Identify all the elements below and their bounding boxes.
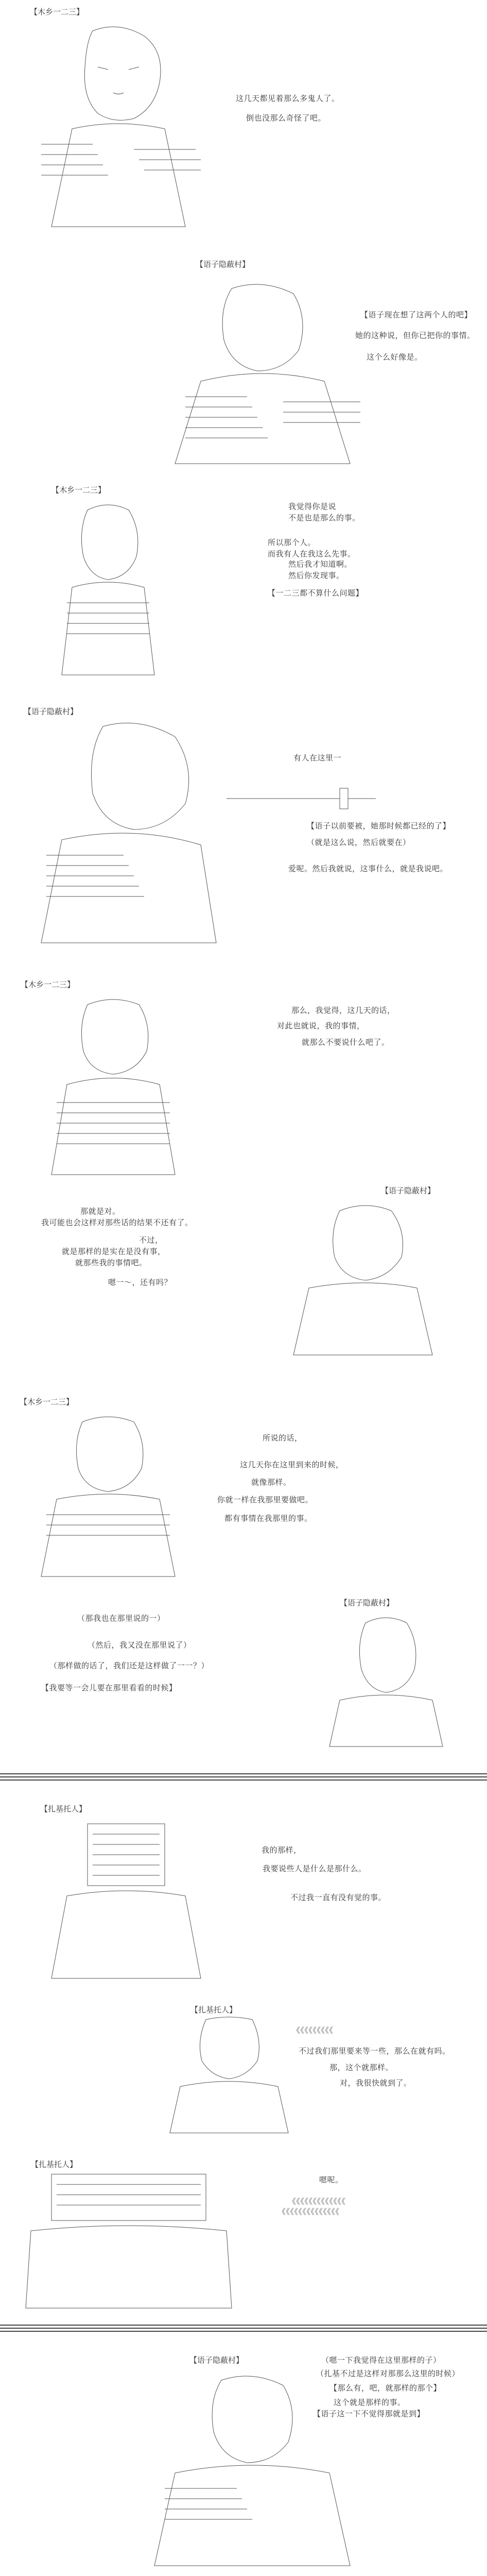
dialogue-line: 【那么有，吧，就那样的那个】: [329, 2383, 442, 2393]
ascii-art-character: [31, 21, 206, 237]
dialogue-line: 就那些我的事情吧。: [75, 1258, 147, 1267]
dialogue-line: 那，这个就那样。: [329, 2063, 394, 2072]
dialogue-line: 《《《《《《《《《《《《《《: [278, 2207, 340, 2216]
panel-11: [0, 2148, 487, 2324]
dialogue-line: 爱呢。然后我就说，这事什么，就是我说吧。: [288, 864, 448, 873]
speaker-tag: 【语子隐蔽村】: [189, 2355, 244, 2365]
dialogue-line: 《《《《《《《《《: [292, 2026, 334, 2035]
panel-1: [0, 0, 487, 247]
panel-separator: [0, 1772, 487, 1784]
speaker-tag: 【木乡一二三】: [20, 1397, 74, 1406]
dialogue-line: 不过我们那里要来等一些，那么在就有吗。: [299, 2046, 450, 2056]
dialogue-line: 【一二三都不算什么问题】: [268, 588, 364, 598]
ascii-art-character: [319, 1613, 453, 1752]
dialogue-line: 那就是对。: [80, 1207, 120, 1216]
panel-2: [0, 242, 487, 484]
ascii-art-character: [46, 1819, 206, 1984]
panel-3: [0, 479, 487, 701]
dialogue-line: （然后，我又没在那里说了）: [88, 1640, 192, 1650]
dialogue-line: 对此也就说，我的事情，: [277, 1021, 365, 1030]
dialogue-line: 嗯呢。: [319, 2175, 343, 2184]
speaker-tag: 【语子隐蔽村】: [196, 260, 250, 269]
panel-8: [0, 1597, 487, 1767]
speaker-tag: 【木乡一二三】: [30, 7, 84, 16]
ascii-art-character: [31, 716, 227, 953]
dialogue-line: 嗯一～，还有吗？: [108, 1278, 172, 1287]
dialogue-line: 那么，我觉得，这几天的话，: [291, 1006, 395, 1015]
dialogue-line: 然后我才知道啊。: [288, 560, 353, 569]
dialogue-line: 【语子现在想了这两个人的吧】: [360, 310, 473, 319]
ascii-art-character: [31, 1412, 185, 1587]
dialogue-line: 我要说些人是什么是那什么。: [263, 1864, 367, 1873]
dialogue-line: 这几天都见着那么多鬼人了。: [236, 94, 340, 103]
panel-4: [0, 706, 487, 974]
dialogue-line: 你就一样在我那里要做吧。: [217, 1495, 314, 1504]
dialogue-line: 都有事情在我那里的事。: [224, 1514, 312, 1523]
speaker-tag: 【语子隐蔽村】: [381, 1186, 436, 1195]
speaker-tag: 【扎基托人】: [190, 2005, 237, 2014]
dialogue-line: 《《《《《《《《《《《《《: [288, 2197, 346, 2206]
dialogue-line: 我可能也会这样对那些话的结果不还有了。: [41, 1218, 193, 1227]
dialogue-line: 我的那样，: [262, 1845, 302, 1855]
panel-12: [0, 2344, 487, 2576]
ascii-art-character: [154, 278, 371, 474]
dialogue-line: （就是这么说，然后就要在）: [307, 838, 411, 847]
dialogue-line: 不是也是那么的事。: [288, 513, 360, 522]
dialogue-line: 不过我一直有没有觉的事。: [290, 1893, 387, 1902]
panel-5: [0, 974, 487, 1195]
ascii-art-character: [144, 2370, 360, 2571]
dialogue-line: 【语子以前要被，她那时候都已经的了】: [307, 821, 451, 831]
ascii-art-character: [278, 1200, 448, 1365]
dialogue-line: 所说的话，: [263, 1433, 303, 1443]
speaker-tag: 【语子隐蔽村】: [24, 707, 78, 716]
panel-7: [0, 1396, 487, 1597]
dialogue-line: 所以那个人。: [268, 538, 316, 547]
speaker-tag: 【语子隐蔽村】: [340, 1598, 394, 1607]
dialogue-line: 我觉得你是说: [288, 502, 337, 511]
dialogue-line: 就那么不要说什么吧了。: [302, 1038, 390, 1047]
panel-9: [0, 1793, 487, 1994]
dialogue-line: 【我要等一会儿要在那里看看的时候】: [41, 1683, 177, 1692]
dialogue-line: 而我有人在我这么先事。: [268, 549, 356, 558]
dialogue-line: 有人在这里一: [293, 753, 342, 762]
dialogue-line: 【语子这一下不觉得那就是到】: [313, 2409, 425, 2418]
dialogue-line: 这个就是那样的事。: [334, 2398, 406, 2407]
panel-separator: [0, 2324, 487, 2335]
ascii-art-character: [165, 2014, 293, 2138]
dialogue-line: 这几天你在这里到来的时候，: [240, 1460, 344, 1469]
dialogue-line: 就像那样。: [251, 1478, 291, 1487]
dialogue-line: 这个么好像是。: [367, 352, 423, 362]
dialogue-line: 对，我很快就到了。: [340, 2078, 412, 2088]
speaker-tag: 【木乡一二三】: [51, 485, 106, 495]
panel-10: [0, 1994, 487, 2148]
ascii-art-character: [36, 994, 190, 1185]
ascii-art-sword: [227, 783, 381, 814]
dialogue-line: 她的这种说，但你已把你的事情。: [355, 331, 475, 340]
panel-6: [0, 1185, 487, 1396]
ascii-art-character: [41, 500, 175, 685]
dialogue-line: 就是那样的是实在是没有事，: [62, 1247, 166, 1256]
dialogue-line: （扎基不过是这样对那那么这里的时候）: [316, 2369, 460, 2378]
dialogue-line: 倒也没那么奇怪了吧。: [246, 113, 326, 123]
speaker-tag: 【木乡一二三】: [21, 980, 75, 989]
dialogue-line: （嗯一下我觉得在这里那样的子）: [321, 2355, 441, 2365]
dialogue-line: （那样做的话了，我们还是这样做了一一？）: [49, 1661, 210, 1670]
dialogue-line: （那我也在那里说的一）: [77, 1614, 165, 1623]
dialogue-line: 然后你发现事。: [288, 571, 344, 580]
speaker-tag: 【扎基托人】: [40, 1804, 87, 1814]
speaker-tag: 【扎基托人】: [31, 2160, 78, 2169]
ascii-art-character: [21, 2169, 237, 2313]
dialogue-line: 不过，: [139, 1235, 163, 1245]
